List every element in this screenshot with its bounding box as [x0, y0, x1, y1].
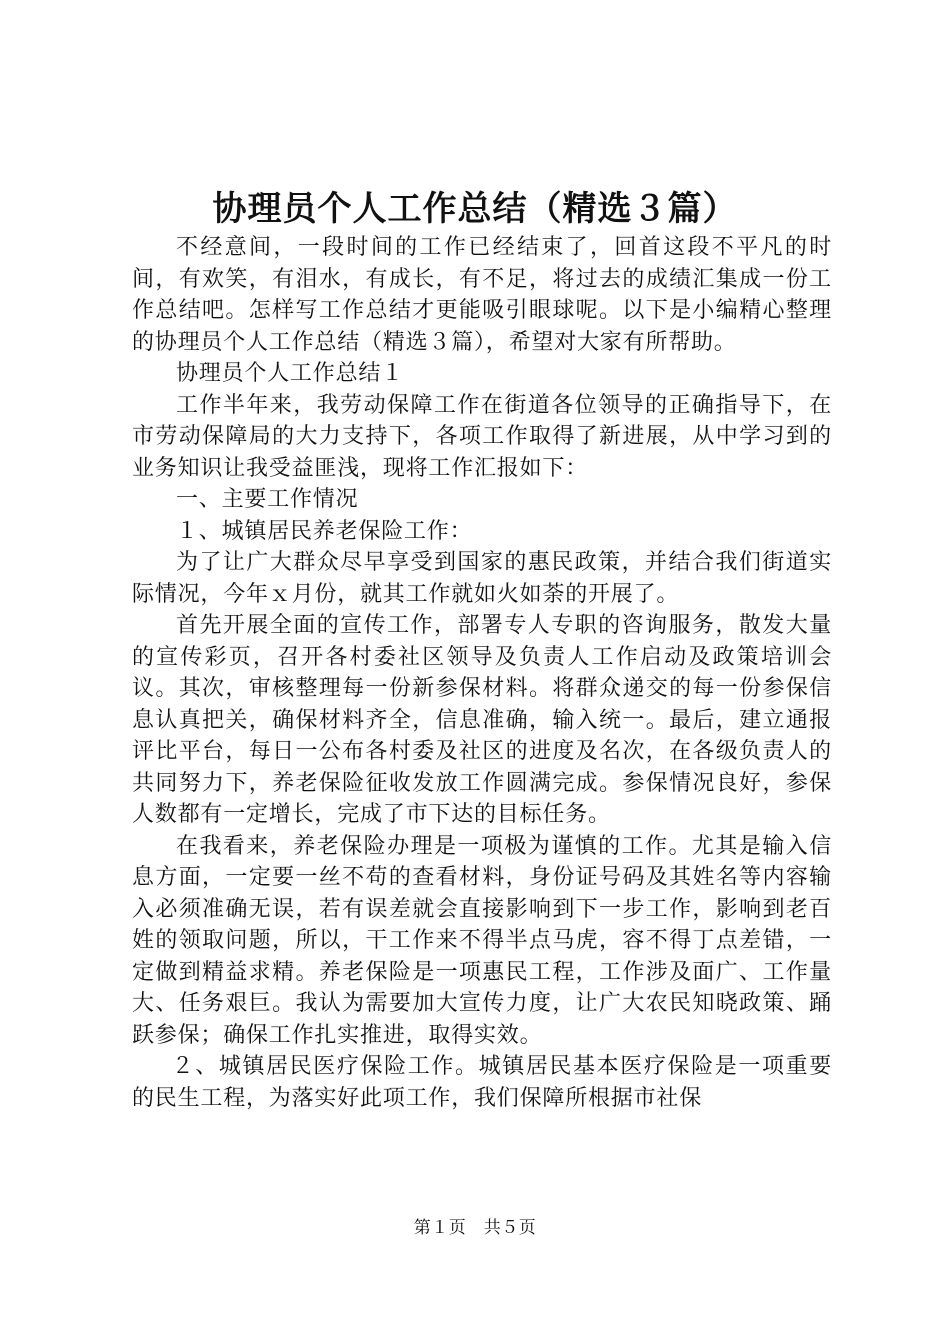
paragraph-personal-reflection: 在我看来，养老保险办理是一项极为谨慎的工作。尤其是输入信息方面，一定要一丝不苟的查看材料，身份证号码及其姓名等内容输入必须准确无误，若有误差就会直接影响到下一步工作，影响到老百姓的领取问题，所以，干工作来不得半点马虎，容不得丁点差错，一定做到精益求精。养老保险是一项惠民工程，工作涉及面广、工作量大、任务艰巨。我认为需要加大宣传力度，让广大农民知晓政策、踊跃参保；确保工作扎实推进，取得实效。 [132, 833, 832, 1048]
paragraph-work-overview: 工作半年来，我劳动保障工作在街道各位领导的正确指导下，在市劳动保障局的大力支持下，各项工作取得了新进展，从中学习到的业务知识让我受益匪浅，现将工作汇报如下： [132, 392, 832, 481]
heading-main-work: 一、主要工作情况 [176, 487, 359, 512]
intro-paragraph: 不经意间，一段时间的工作已经结束了，回首这段不平凡的时间，有欢笑，有泪水，有成长，有不足，将过去的成绩汇集成一份工作总结吧。怎样写工作总结才更能吸引眼球呢。以下是小编精心整理的协理员个人工作总结（精选３篇），希望对大家有所帮助。 [132, 235, 832, 355]
paragraph-medical-insurance: ２、城镇居民医疗保险工作。城镇居民基本医疗保险是一项重要的民生工程，为落实好此项工作，我们保障所根据市社保 [132, 1054, 832, 1111]
document-body [132, 232, 832, 1114]
document-title: 协理员个人工作总结（精选３篇） [212, 189, 738, 229]
page-footer: 第１页 共５页 [413, 1218, 537, 1238]
paragraph-policy-rollout: 为了让广大群众尽早享受到国家的惠民政策，并结合我们街道实际情况，今年ｘ月份，就其工作就如火如荼的开展了。 [132, 550, 832, 607]
heading-pension-insurance: １、城镇居民养老保险工作： [176, 518, 473, 544]
section-title-summary-1: 协理员个人工作总结１ [176, 361, 405, 386]
paragraph-work-steps: 首先开展全面的宣传工作，部署专人专职的咨询服务，散发大量的宣传彩页，召开各村委社区领导及负责人工作启动及政策培训会议。其次，审核整理每一份新参保材料。将群众递交的每一份参保信息认真把关，确保材料齐全，信息准确，输入统一。最后，建立通报评比平台，每日一公布各村委及社区的进度及名次，在各级负责人的共同努力下，养老保险征收发放工作圆满完成。参保情况良好，参保人数都有一定增长，完成了市下达的目标任务。 [132, 613, 832, 827]
